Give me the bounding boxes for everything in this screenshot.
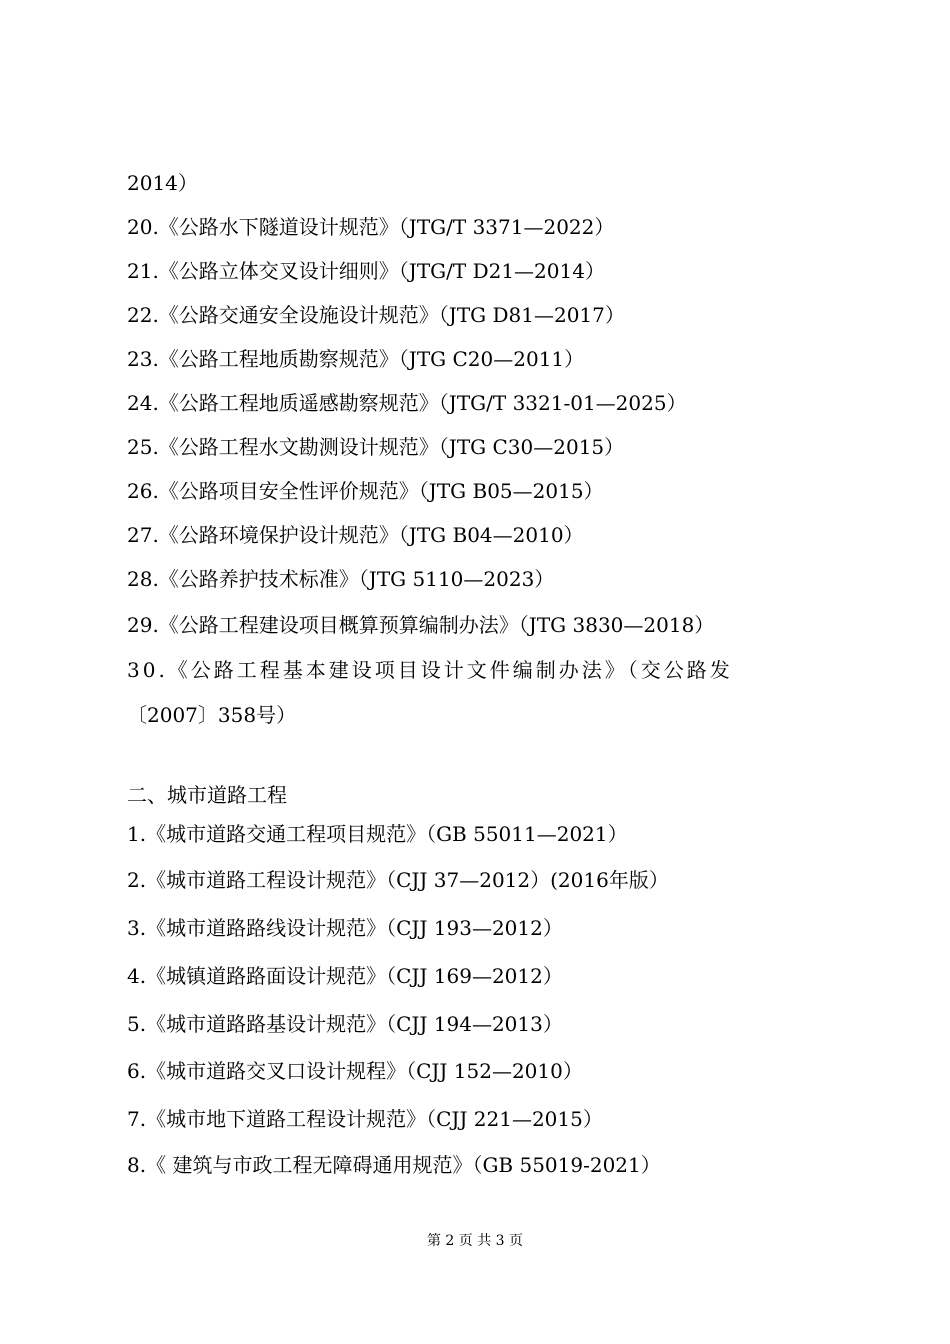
list-item: 6.《城市道路交叉口设计规程》（CJJ 152—2010）	[127, 1059, 583, 1083]
list-item: 29.《公路工程建设项目概算预算编制办法》（JTG 3830—2018）	[127, 613, 715, 637]
list-item: 26.《公路项目安全性评价规范》（JTG B05—2015）	[127, 479, 604, 503]
list-item: 28.《公路养护技术标准》（JTG 5110—2023）	[127, 567, 555, 591]
continuation-line: 2014）	[127, 171, 198, 195]
list-item: 7.《城市地下道路工程设计规范》（CJJ 221—2015）	[127, 1107, 603, 1131]
list-item: 2.《城市道路工程设计规范》（CJJ 37—2012）(2016年版）	[127, 868, 669, 892]
list-item: 27.《公路环境保护设计规范》（JTG B04—2010）	[127, 523, 584, 547]
list-item: 4.《城镇道路路面设计规范》（CJJ 169—2012）	[127, 964, 563, 988]
list-item: 20.《公路水下隧道设计规范》（JTG/T 3371—2022）	[127, 215, 615, 239]
list-item: 21.《公路立体交叉设计细则》（JTG/T D21—2014）	[127, 259, 605, 283]
section-heading: 二、城市道路工程	[127, 783, 287, 807]
list-item-30-line2: 〔2007〕358号）	[127, 703, 297, 727]
list-item: 22.《公路交通安全设施设计规范》（JTG D81—2017）	[127, 303, 625, 327]
list-item: 23.《公路工程地质勘察规范》（JTG C20—2011）	[127, 347, 585, 371]
list-item: 24.《公路工程地质遥感勘察规范》（JTG/T 3321-01—2025）	[127, 391, 687, 415]
page-number-footer: 第 2 页 共 3 页	[426, 1233, 524, 1249]
list-item: 8.《 建筑与市政工程无障碍通用规范》（GB 55019-2021）	[127, 1153, 661, 1177]
list-item-30-line1: 30.《公路工程基本建设项目设计文件编制办法》（交公路发	[127, 658, 733, 682]
list-item: 3.《城市道路路线设计规范》（CJJ 193—2012）	[127, 916, 563, 940]
list-item: 25.《公路工程水文勘测设计规范》（JTG C30—2015）	[127, 435, 625, 459]
list-item: 1.《城市道路交通工程项目规范》（GB 55011—2021）	[127, 822, 628, 846]
list-item: 5.《城市道路路基设计规范》（CJJ 194—2013）	[127, 1012, 563, 1036]
